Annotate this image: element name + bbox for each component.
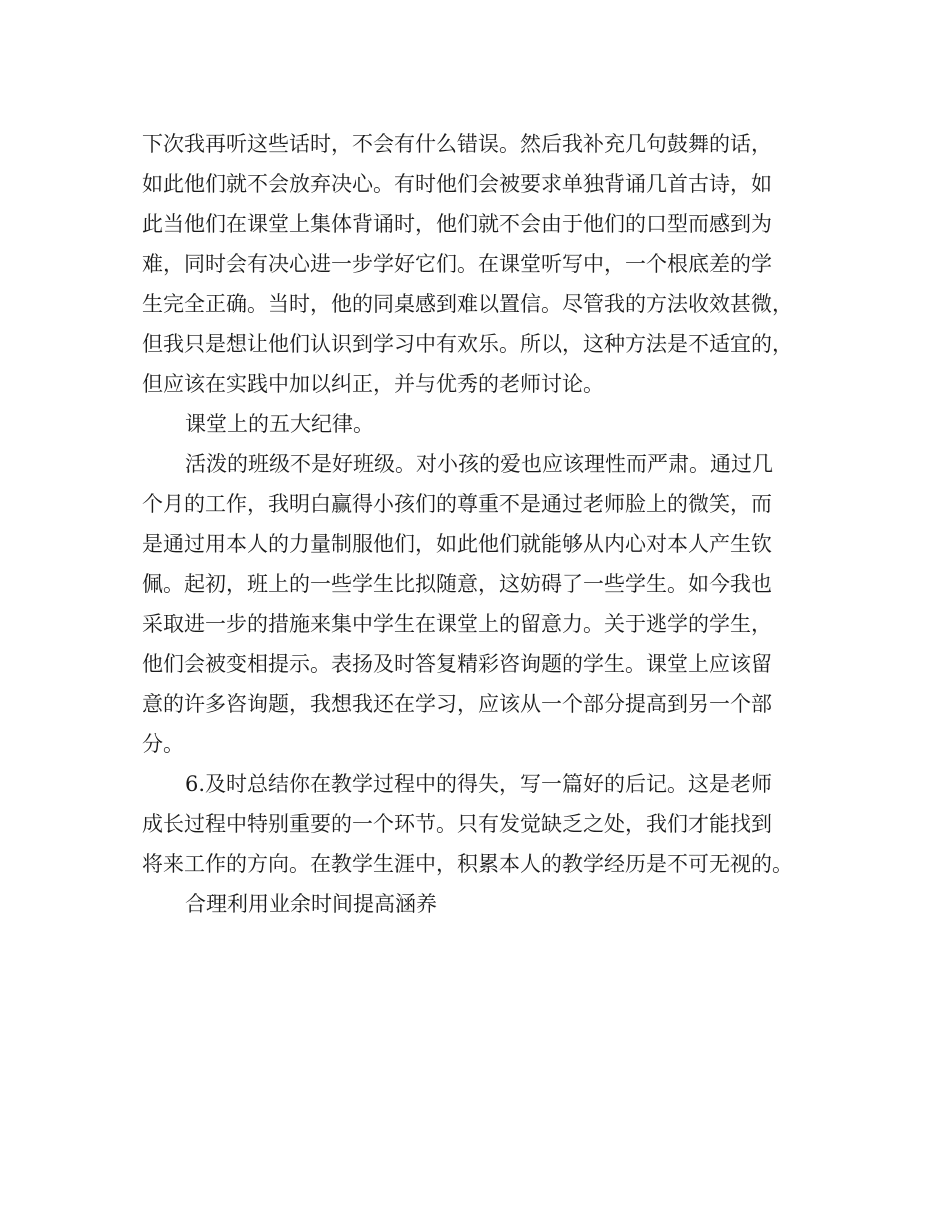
- text-line: 佩。起初，班上的一些学生比拟随意，这妨碍了一些学生。如今我也: [142, 572, 772, 596]
- text-line: 成长过程中特别重要的一个环节。只有发觉缺乏之处，我们才能找到: [142, 812, 772, 836]
- text-line: 下次我再听这些话时，不会有什么错误。然后我补充几句鼓舞的话，: [142, 132, 772, 156]
- text-line: 6.及时总结你在教学过程中的得失，写一篇好的后记。这是老师: [185, 772, 773, 796]
- text-line: 他们会被变相提示。表扬及时答复精彩咨询题的学生。课堂上应该留: [142, 652, 772, 676]
- text-line: 如此他们就不会放弃决心。有时他们会被要求单独背诵几首古诗，如: [142, 172, 772, 196]
- text-line: 生完全正确。当时，他的同桌感到难以置信。尽管我的方法收效甚微，: [142, 292, 793, 316]
- text-line: 个月的工作，我明白赢得小孩们的尊重不是通过老师脸上的微笑，而: [142, 492, 772, 516]
- text-line: 意的许多咨询题，我想我还在学习，应该从一个部分提高到另一个部: [142, 692, 772, 716]
- text-line: 分。: [142, 732, 184, 756]
- text-line: 将来工作的方向。在教学生涯中，积累本人的教学经历是不可无视的。: [142, 852, 793, 876]
- text-line: 采取进一步的措施来集中学生在课堂上的留意力。关于逃学的学生，: [142, 612, 772, 636]
- text-line: 是通过用本人的力量制服他们，如此他们就能够从内心对本人产生钦: [142, 532, 772, 556]
- text-line: 活泼的班级不是好班级。对小孩的爱也应该理性而严肃。通过几: [185, 452, 773, 476]
- section-heading: 合理利用业余时间提高涵养: [185, 892, 437, 916]
- section-heading: 课堂上的五大纪律。: [185, 412, 374, 436]
- text-line: 难，同时会有决心进一步学好它们。在课堂听写中，一个根底差的学: [142, 252, 772, 276]
- text-line: 此当他们在课堂上集体背诵时，他们就不会由于他们的口型而感到为: [142, 212, 772, 236]
- text-line: 但应该在实践中加以纠正，并与优秀的老师讨论。: [142, 372, 604, 396]
- document-body: [142, 124, 812, 924]
- text-line: 但我只是想让他们认识到学习中有欢乐。所以，这种方法是不适宜的，: [142, 332, 793, 356]
